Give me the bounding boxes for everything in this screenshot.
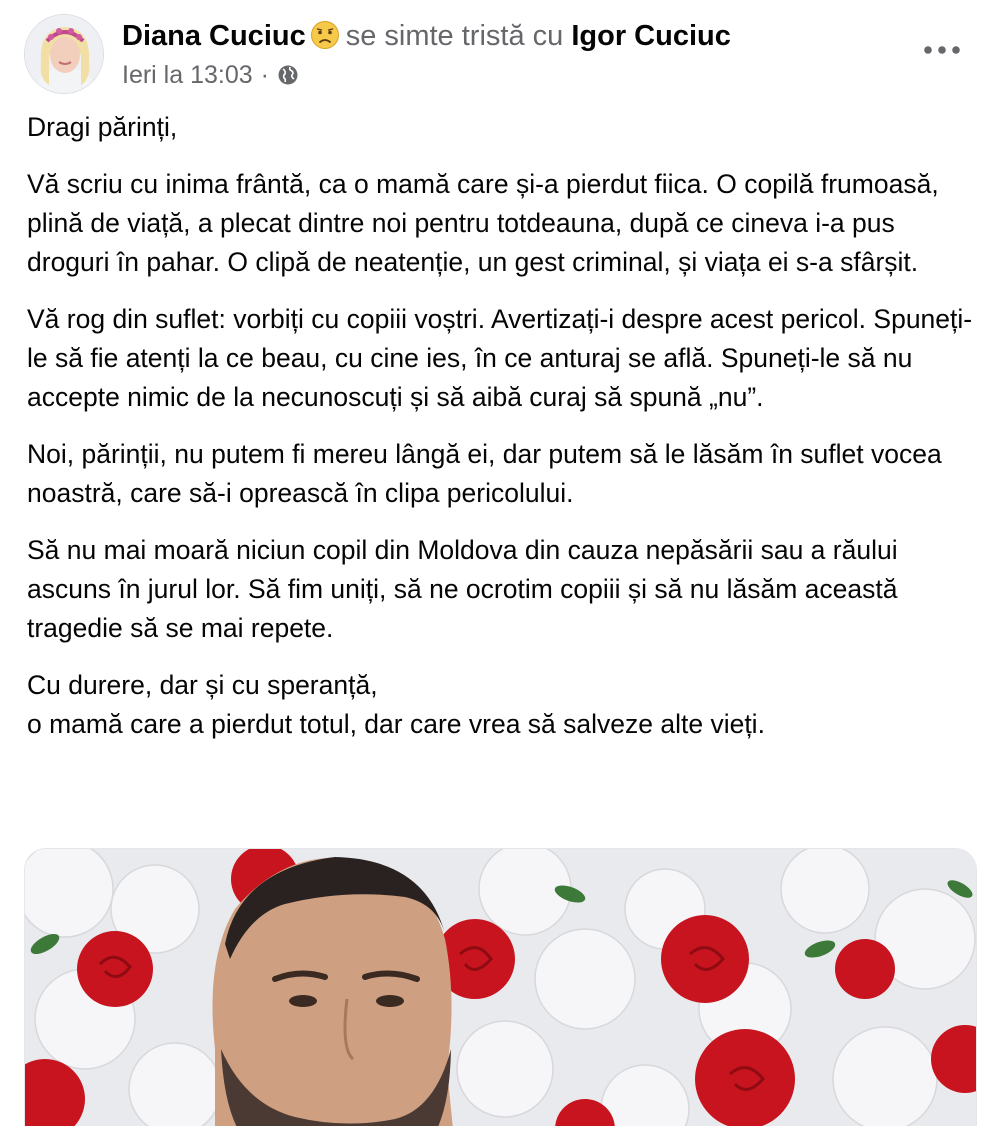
tagged-person-name[interactable]: Igor Cuciuc bbox=[571, 20, 731, 52]
signature-line: Cu durere, dar și cu speranță, bbox=[27, 670, 378, 700]
post-paragraph: Vă scriu cu inima frântă, ca o mamă care și-a pierdut fiica. O copilă frumoasă, plină de viață, a plecat dintre noi pentru totdeauna, după ce cineva i-a pus droguri în pahar. O clipă de neatenție, un gest criminal, și viața ei s-a sfârșit. bbox=[27, 169, 939, 277]
post-title-line bbox=[122, 16, 731, 56]
signature-line: o mamă care a pierdut totul, dar care vrea să salveze alte vieți. bbox=[27, 709, 765, 739]
post-paragraph: Dragi părinți, bbox=[27, 112, 178, 142]
more-options-button[interactable] bbox=[916, 30, 968, 70]
post-photo[interactable] bbox=[24, 848, 977, 1126]
memorial-photo bbox=[25, 849, 977, 1126]
post-paragraph: Noi, părinții, nu putem fi mereu lângă ei, dar putem să le lăsăm în suflet vocea noastră, care să-i oprească în clipa pericolului. bbox=[27, 439, 942, 508]
post-timestamp[interactable]: Ieri la 13:03 bbox=[122, 61, 253, 89]
more-dots-icon bbox=[922, 45, 962, 55]
feeling-text: se simte tristă cu bbox=[345, 20, 564, 52]
author-avatar[interactable] bbox=[24, 14, 104, 94]
post-paragraph: Să nu mai moară niciun copil din Moldova din cauza nepăsării sau a răului ascuns în jurul lor. Să fim uniți, să ne ocrotim copiii și să nu lăsăm această tragedie să se mai repete. bbox=[27, 535, 898, 643]
post-header bbox=[0, 0, 998, 100]
post-paragraph: Vă rog din suflet: vorbiți cu copiii voștri. Avertizați-i despre acest pericol. Spuneți-le să fie atenți la ce beau, cu cine ies, în ce anturaj se află. Spuneți-le să nu accepte nimic de la necunoscuți și să aibă curaj să spună „nu”. bbox=[27, 304, 973, 412]
meta-separator: · bbox=[260, 61, 269, 89]
post-signature bbox=[27, 666, 982, 744]
post-meta bbox=[122, 57, 299, 93]
sad-face-emoji-icon bbox=[310, 20, 340, 50]
globe-icon[interactable] bbox=[277, 60, 299, 82]
avatar-photo bbox=[25, 15, 104, 94]
author-name[interactable]: Diana Cuciuc bbox=[122, 20, 306, 52]
post-text bbox=[27, 108, 982, 762]
